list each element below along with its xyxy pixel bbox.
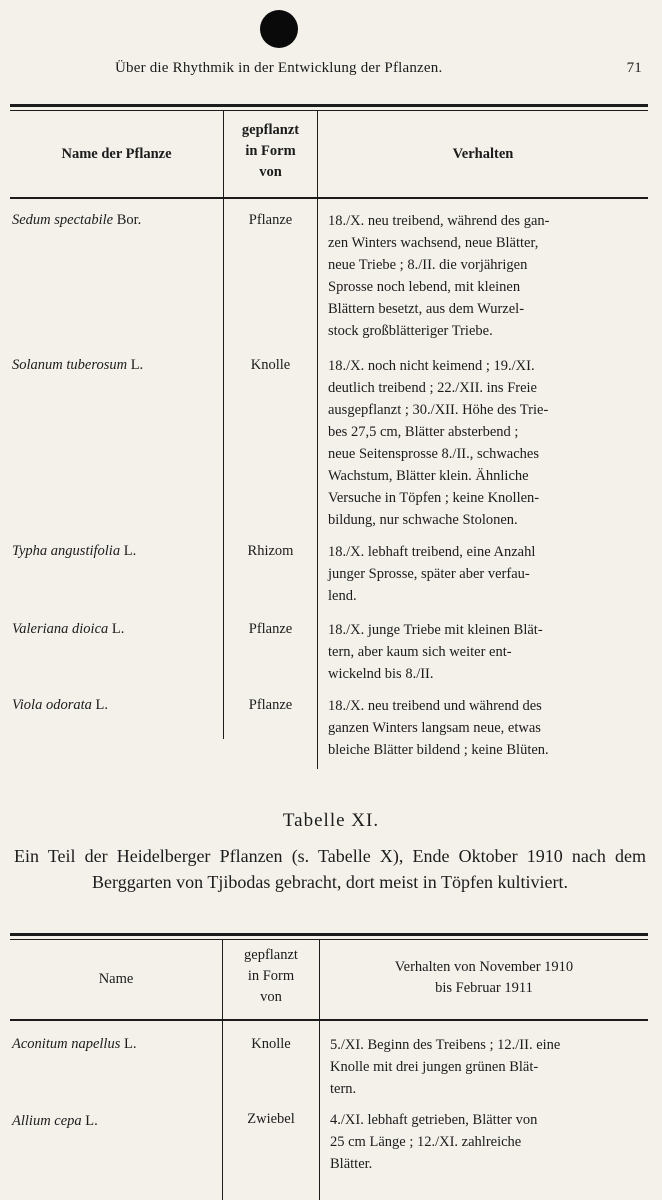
description-line: bildung, nur schwache Stolonen.: [328, 512, 518, 528]
species-name: Typha angustifolia: [12, 543, 121, 559]
description-line: bes 27,5 cm, Blätter absterbend ;: [328, 424, 519, 440]
table-row-name: [12, 543, 136, 560]
table-row-name: [12, 1113, 98, 1130]
header-form-line: von: [259, 164, 282, 180]
table-row-description: [330, 1034, 648, 1100]
description-line: stock großblätteriger Triebe.: [328, 323, 493, 339]
description-line: Sprosse noch lebend, mit kleinen: [328, 279, 521, 295]
species-author: L.: [130, 357, 144, 373]
table-row-description: [328, 695, 648, 761]
table-row-name: [12, 212, 141, 229]
header-form-line: gepflanzt: [241, 122, 300, 138]
species-name: Sedum spectabile: [12, 212, 114, 228]
table-xi-caption: Ein Teil der Heidelberger Pflanzen (s. Tabelle X), Ende Oktober 1910 nach dem Berggarten von Tjibodas gebracht, dort meist in Töpfen kultiviert.: [14, 846, 646, 892]
table-row-description: [328, 619, 648, 685]
table-x-top-rule-thin: [10, 110, 648, 111]
table-row-form: Pflanze: [248, 212, 293, 228]
header-form-line: in Form: [245, 143, 296, 159]
description-line: 18./X. neu treibend und während des: [328, 698, 542, 714]
description-line: tern.: [330, 1081, 357, 1097]
punch-hole: [260, 10, 298, 48]
species-name: Viola odorata: [12, 697, 92, 713]
table-row-description: [330, 1109, 648, 1175]
table-x-body-divider-1: [223, 199, 224, 739]
description-line: 5./XI. Beginn des Treibens ; 12./II. eine: [330, 1037, 561, 1053]
header-form-line: von: [260, 989, 282, 1005]
table-xi-top-rule-thin: [10, 939, 648, 940]
description-line: tern, aber kaum sich weiter ent-: [328, 644, 512, 660]
table-row-form: Knolle: [251, 1036, 291, 1052]
description-line: bleiche Blätter bildend ; keine Blüten.: [328, 742, 549, 758]
page-number: 71: [626, 60, 642, 76]
table-xi-top-rule: [10, 933, 648, 936]
description-line: ganzen Winters langsam neue, etwas: [328, 720, 541, 736]
description-line: 25 cm Länge ; 12./XI. zahlreiche: [330, 1134, 522, 1150]
description-line: deutlich treibend ; 22./XII. ins Freie: [328, 380, 537, 396]
species-author: Bor.: [116, 212, 142, 228]
species-author: L.: [111, 621, 125, 637]
table-x-header-behavior: Verhalten: [452, 146, 514, 162]
table-x-header-name: Name der Pflanze: [61, 146, 172, 162]
table-xi-body-divider-2: [319, 1021, 320, 1200]
table-row-description: [328, 541, 648, 607]
description-line: ausgepflanzt ; 30./XII. Höhe des Trie-: [328, 402, 549, 418]
species-name: Solanum tuberosum: [12, 357, 128, 373]
species-author: L.: [95, 697, 108, 713]
species-name: Valeriana dioica: [12, 621, 109, 637]
species-author: L.: [123, 543, 137, 559]
table-row-description: [328, 355, 648, 531]
description-line: junger Sprosse, später aber verfau-: [328, 566, 530, 582]
description-line: 4./XI. lebhaft getrieben, Blätter von: [330, 1112, 538, 1128]
running-head-title: Über die Rhythmik in der Entwicklung der Pflanzen.: [115, 60, 443, 76]
description-line: 18./X. junge Triebe mit kleinen Blät-: [328, 622, 543, 638]
description-line: Versuche in Töpfen ; keine Knollen-: [328, 490, 540, 506]
description-line: Wachstum, Blätter klein. Ähnliche: [328, 468, 529, 484]
table-row-form: Rhizom: [247, 543, 294, 559]
species-author: L.: [85, 1113, 98, 1129]
description-line: Blätter.: [330, 1156, 373, 1172]
table-row-description: [328, 210, 648, 342]
table-x-top-rule: [10, 104, 648, 107]
description-line: Blättern besetzt, aus dem Wurzel-: [328, 301, 525, 317]
table-row-form: Pflanze: [248, 621, 293, 637]
table-row-name: [12, 697, 108, 714]
table-x-header-form: [224, 120, 317, 183]
description-line: neue Triebe ; 8./II. die vorjährigen: [328, 257, 528, 273]
table-xi-header-behavior: [320, 957, 648, 999]
species-author: L.: [123, 1036, 137, 1052]
table-row-form: Knolle: [250, 357, 291, 373]
header-form-line: in Form: [247, 968, 295, 984]
table-row-name: [12, 1036, 136, 1053]
description-line: neue Seitensprosse 8./II., schwaches: [328, 446, 539, 462]
table-x-header-rule: [10, 197, 648, 199]
description-line: wickelnd bis 8./II.: [328, 666, 434, 682]
description-line: 18./X. noch nicht keimend ; 19./XI.: [328, 358, 535, 374]
table-row-form: Pflanze: [248, 697, 293, 713]
table-xi-header-name: Name: [98, 971, 134, 987]
table-row-name: [12, 357, 143, 374]
description-line: Knolle mit drei jungen grünen Blät-: [330, 1059, 539, 1075]
table-xi-header-rule: [10, 1019, 648, 1021]
header-behavior-line: bis Februar 1911: [435, 980, 533, 996]
description-line: 18./X. neu treibend, während des gan-: [328, 213, 550, 229]
description-line: lend.: [328, 588, 357, 604]
table-row-form: Zwiebel: [247, 1111, 295, 1127]
description-line: 18./X. lebhaft treibend, eine Anzahl: [328, 544, 536, 560]
table-xi-header-form: [223, 945, 319, 1008]
species-name: Aconitum napellus: [12, 1036, 121, 1052]
header-behavior-line: Verhalten von November 1910: [394, 959, 574, 975]
header-form-line: gepflanzt: [244, 947, 298, 963]
table-x-body-divider-2: [317, 199, 318, 769]
species-name: Allium cepa: [12, 1113, 82, 1129]
table-row-name: [12, 621, 124, 638]
description-line: zen Winters wachsend, neue Blätter,: [328, 235, 539, 251]
table-xi-title: Tabelle XI.: [282, 810, 380, 831]
